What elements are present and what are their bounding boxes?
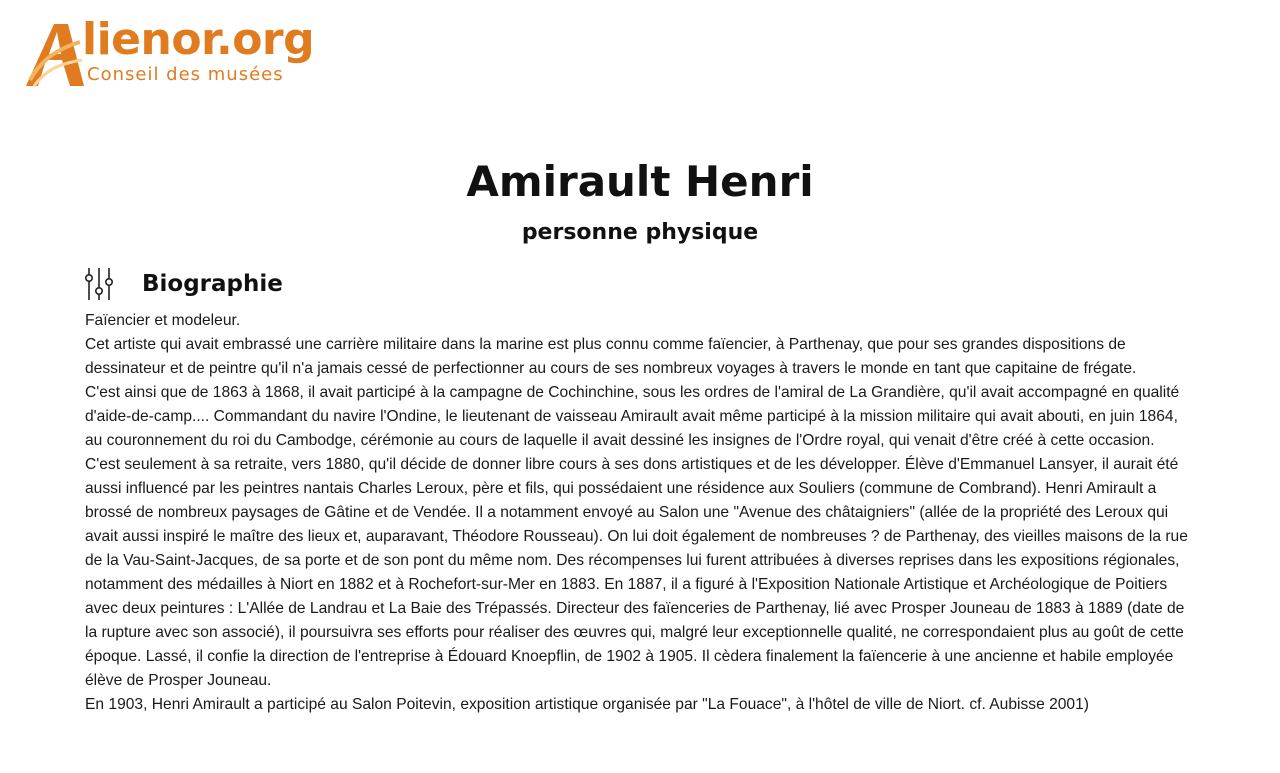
- logo-wordmark: lienor.org: [82, 14, 315, 65]
- bio-paragraph: C'est ainsi que de 1863 à 1868, il avait participé à la campagne de Cochinchine, sous les ordres de l'amiral de La Grandière, qu'il avait accompagné en qualité d'aide-de-camp.... Commandant du navire l'Ondine, le lieutenant de vaisseau Amirault avait même participé à la mission militaire qui avait abouti, en juin 1864, au couronnement du roi du Cambodge, cérémonie au cours de laquelle il avait dessiné les insignes de l'Ordre royal, qui venait d'être créé à cette occasion.: [85, 384, 1180, 449]
- page-title: Amirault Henri: [466, 157, 814, 206]
- bio-paragraph: Cet artiste qui avait embrassé une carrière militaire dans la marine est plus connu comme faïencier, à Parthenay, que pour ses grandes dispositions de dessinateur et de peintre qu'il n'a jamais cessé de perfectionner au cours de ses nombreux voyages à travers le monde en tant que capitaine de frégate.: [85, 336, 1137, 377]
- site-logo[interactable]: [24, 14, 344, 90]
- bio-paragraph: Faïencier et modeleur.: [85, 312, 241, 329]
- bio-paragraph: C'est seulement à sa retraite, vers 1880, qu'il décide de donner libre cours à ses dons artistiques et de les développer. Élève d'Emmanuel Lansyer, il aurait été aussi influencé par les peintres nantais Charles Leroux, père et fils, qui possédaient une résidence aux Souliers (commune de Combrand). Henri Amirault a brossé de nombreux paysages de Gâtine et de Vendée. Il a notamment envoyé au Salon une "Avenue des châtaigniers" (allée de la propriété des Leroux qui avait aussi inspiré le maître des lieux et, auparavant, Théodore Rousseau). On lui doit également de nombreuses ? de Parthenay, des vieilles maisons de la rue de la Vau-Saint-Jacques, de sa porte et de son pont du même nom. Des récompenses lui furent attribuées à diverses reprises dans les expositions régionales, notamment des médailles à Niort en 1882 et à Rochefort-sur-Mer en 1883. En 1887, il a figuré à l'Exposition Nationale Artistique et Archéologique de Poitiers avec deux peintures : L'Allée de Landrau et La Baie des Trépassés. Directeur des faïenceries de Parthenay, lié avec Prosper Jouneau de 1883 à 1889 (date de la rupture avec son associé), il poursuivra ses efforts pour réaliser des œuvres qui, malgré leur exceptionnelle qualité, ne correspondaient plus au goût de cette époque. Lassé, il confie la direction de l'entreprise à Édouard Knoepflin, de 1902 à 1905. Il cèdera finalement la faïencerie à une ancienne et habile employée élève de Prosper Jouneau.: [85, 456, 1188, 689]
- logo-tagline: Conseil des musées: [87, 64, 284, 85]
- alienor-logo-mark: [24, 20, 86, 88]
- page-subtitle: personne physique: [521, 220, 759, 245]
- section-title: Biographie: [142, 271, 283, 297]
- biography-text: [85, 309, 1197, 717]
- biography-section-header: [84, 264, 283, 304]
- sliders-icon: [84, 267, 114, 301]
- bio-paragraph: En 1903, Henri Amirault a participé au Salon Poitevin, exposition artistique organisée par "La Fouace", à l'hôtel de ville de Niort. cf. Aubisse 2001): [85, 696, 1089, 713]
